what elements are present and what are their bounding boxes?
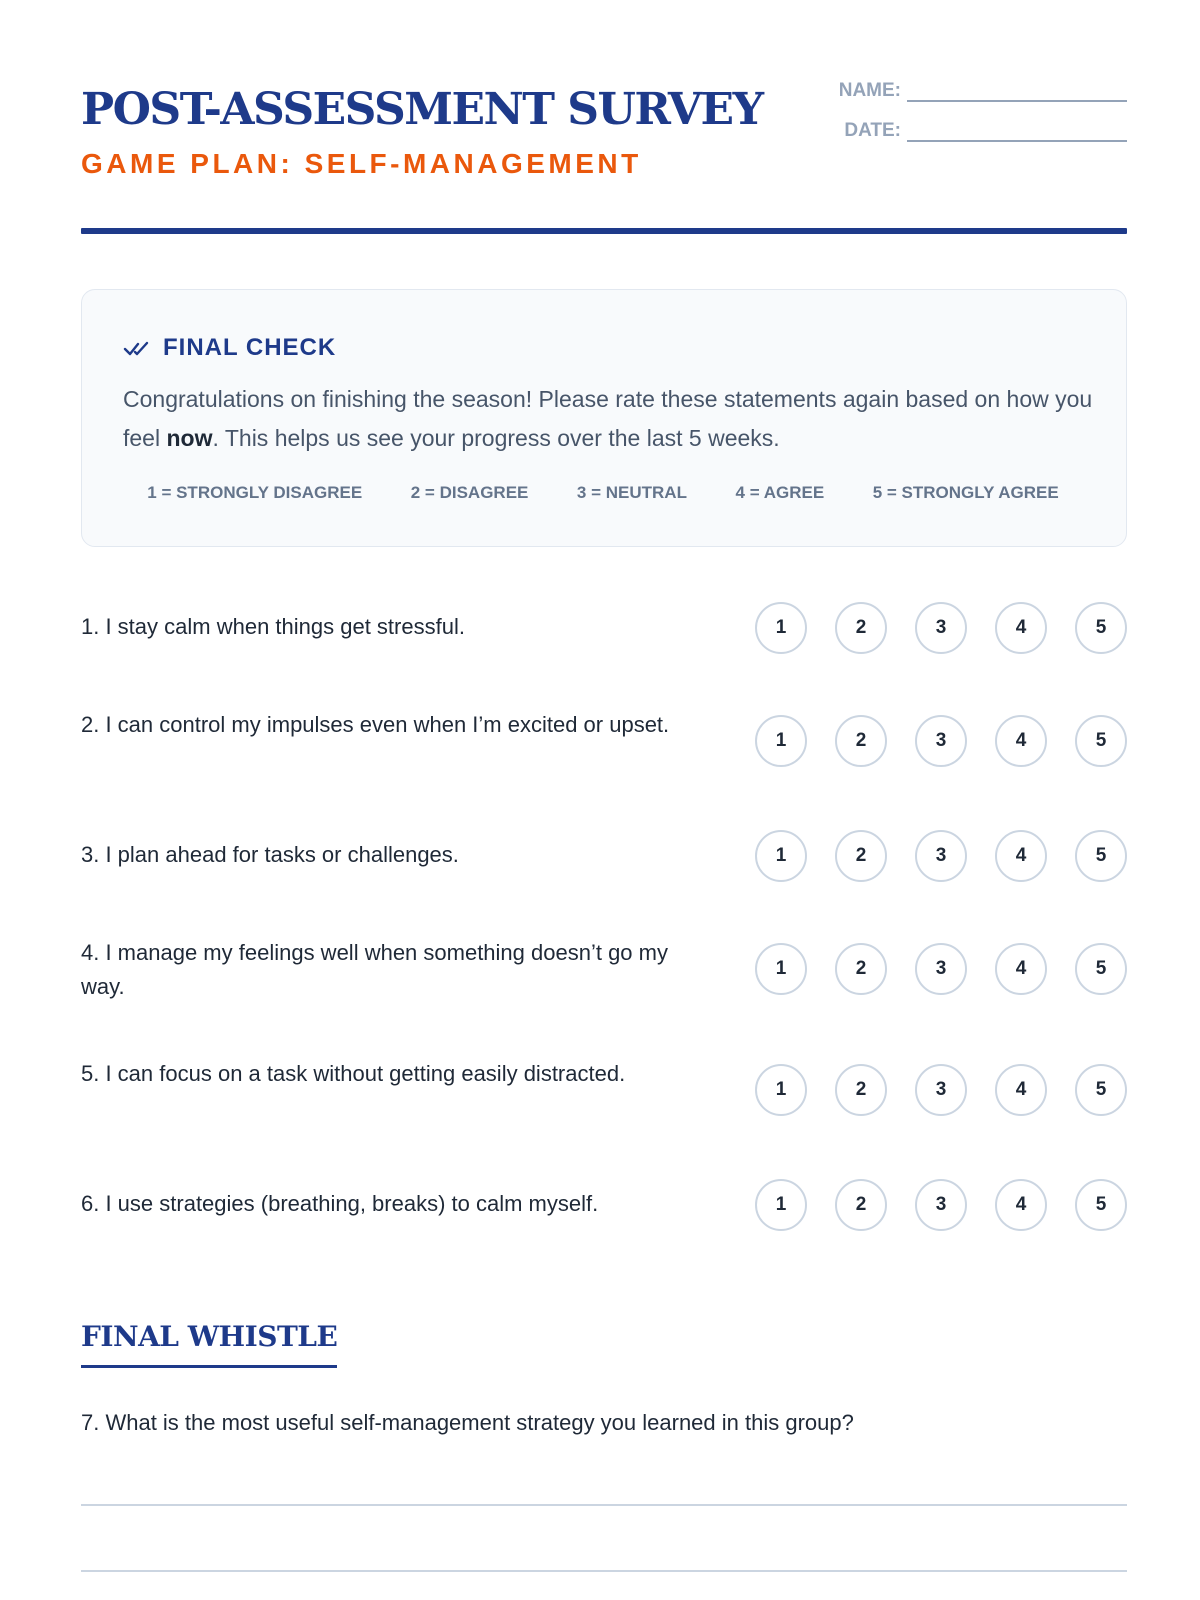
rating-option-4[interactable]: 4: [995, 715, 1047, 767]
rating-scale-legend: [123, 483, 1083, 503]
rating-option-3[interactable]: 3: [915, 602, 967, 654]
rating-options: [755, 943, 1127, 995]
scale-item-1: 1 = STRONGLY DISAGREE: [147, 483, 363, 502]
page-subtitle: GAME PLAN: SELF-MANAGEMENT: [81, 148, 642, 179]
intro-text-bold: now: [166, 425, 213, 451]
rating-option-3[interactable]: 3: [915, 1064, 967, 1116]
question-row-4: [81, 934, 1127, 1004]
question-text: 5. I can focus on a task without getting easily distracted.: [81, 1061, 626, 1086]
intro-text-after: . This helps us see your progress over the last 5 weeks.: [212, 425, 780, 451]
rating-options: [755, 1179, 1127, 1231]
date-label: DATE:: [844, 120, 901, 141]
rating-option-2[interactable]: 2: [835, 715, 887, 767]
intro-text-before: Congratulations on finishing the season! Please rate these statements again based on how you feel: [123, 386, 1093, 451]
rating-option-5[interactable]: 5: [1075, 602, 1127, 654]
rating-option-2[interactable]: 2: [835, 1064, 887, 1116]
page-title: POST-ASSESSMENT SURVEY: [81, 84, 763, 135]
question-row-1: [81, 598, 1127, 658]
intro-card-header: [123, 334, 336, 362]
rating-option-5[interactable]: 5: [1075, 830, 1127, 882]
question-row-3: [81, 826, 1127, 886]
intro-text: [123, 380, 1093, 458]
scale-item-5: 5 = STRONGLY AGREE: [872, 483, 1059, 502]
survey-page: [81, 0, 1127, 1600]
rating-options: [755, 1064, 1127, 1116]
question-text: 6. I use strategies (breathing, breaks) to calm myself.: [81, 1191, 599, 1216]
header-divider: [81, 228, 1127, 234]
rating-option-1[interactable]: 1: [755, 1179, 807, 1231]
rating-option-2[interactable]: 2: [835, 602, 887, 654]
rating-option-4[interactable]: 4: [995, 943, 1047, 995]
intro-card: [81, 289, 1127, 547]
intro-card-title: FINAL CHECK: [163, 334, 337, 361]
rating-option-3[interactable]: 3: [915, 1179, 967, 1231]
question-row-6: [81, 1175, 1127, 1235]
open-question-text: 7. What is the most useful self-management strategy you learned in this group?: [81, 1410, 854, 1435]
question-text: 1. I stay calm when things get stressful.: [81, 614, 465, 639]
rating-options: [755, 715, 1127, 767]
name-input-line[interactable]: [907, 82, 1127, 102]
rating-option-1[interactable]: 1: [755, 830, 807, 882]
rating-option-5[interactable]: 5: [1075, 1064, 1127, 1116]
scale-item-2: 2 = DISAGREE: [410, 483, 529, 502]
rating-option-5[interactable]: 5: [1075, 943, 1127, 995]
rating-options: [755, 830, 1127, 882]
name-label: NAME:: [838, 80, 901, 101]
scale-item-3: 3 = NEUTRAL: [576, 483, 687, 502]
scale-item-4: 4 = AGREE: [735, 483, 825, 502]
rating-options: [755, 602, 1127, 654]
rating-option-1[interactable]: 1: [755, 715, 807, 767]
rating-option-3[interactable]: 3: [915, 715, 967, 767]
double-check-icon: [123, 338, 151, 358]
rating-option-5[interactable]: 5: [1075, 1179, 1127, 1231]
question-row-2: [81, 706, 1127, 776]
question-row-5: [81, 1055, 1127, 1125]
rating-option-2[interactable]: 2: [835, 943, 887, 995]
question-text: 4. I manage my feelings well when something doesn’t go my way.: [81, 940, 668, 999]
rating-option-4[interactable]: 4: [995, 830, 1047, 882]
rating-option-2[interactable]: 2: [835, 1179, 887, 1231]
rating-option-1[interactable]: 1: [755, 943, 807, 995]
final-section-title: FINAL WHISTLE: [81, 1320, 337, 1368]
rating-option-4[interactable]: 4: [995, 1179, 1047, 1231]
rating-option-1[interactable]: 1: [755, 1064, 807, 1116]
rating-option-4[interactable]: 4: [995, 602, 1047, 654]
rating-option-2[interactable]: 2: [835, 830, 887, 882]
question-text: 2. I can control my impulses even when I’m excited or upset.: [81, 712, 670, 737]
rating-option-3[interactable]: 3: [915, 830, 967, 882]
date-field[interactable]: [844, 120, 1127, 142]
answer-line[interactable]: [81, 1504, 1127, 1506]
date-input-line[interactable]: [907, 122, 1127, 142]
answer-line[interactable]: [81, 1570, 1127, 1572]
rating-option-1[interactable]: 1: [755, 602, 807, 654]
question-text: 3. I plan ahead for tasks or challenges.: [81, 842, 459, 867]
rating-option-3[interactable]: 3: [915, 943, 967, 995]
rating-option-4[interactable]: 4: [995, 1064, 1047, 1116]
rating-option-5[interactable]: 5: [1075, 715, 1127, 767]
name-field[interactable]: [839, 80, 1127, 102]
